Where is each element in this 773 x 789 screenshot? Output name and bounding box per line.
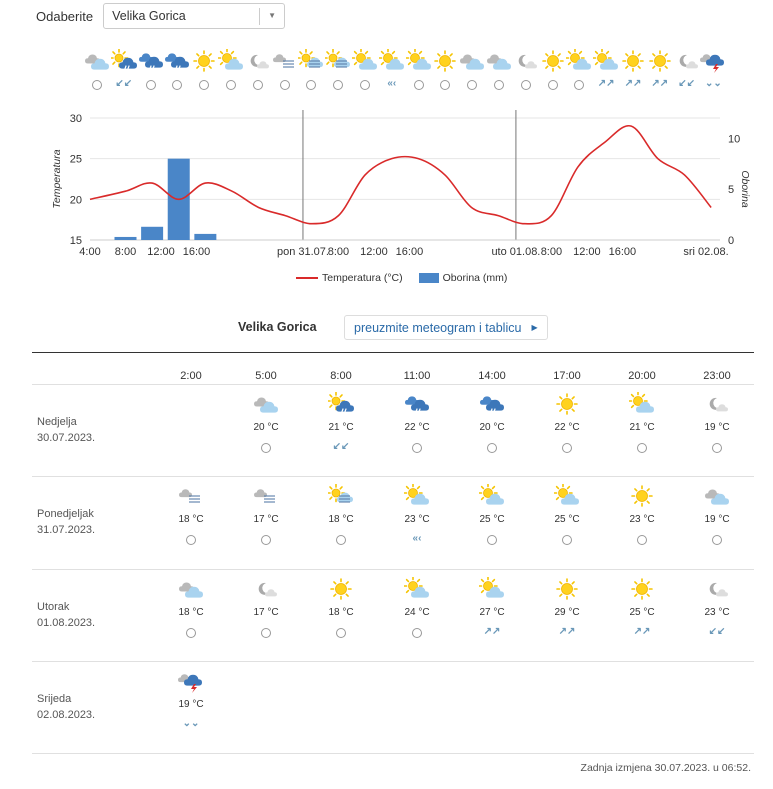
- wind-cell: [298, 77, 324, 95]
- wind-cell: [245, 77, 271, 95]
- wind-cell: [325, 77, 351, 95]
- temperature-value: 19 °C: [178, 699, 204, 710]
- temperature-value: 17 °C: [253, 514, 279, 525]
- row-divider: [32, 569, 754, 570]
- y2-tick-label: 0: [728, 235, 735, 247]
- day-row: [0, 476, 773, 569]
- day-label: [37, 414, 95, 446]
- wind-indicator: [542, 532, 592, 550]
- cloud-sun-icon: [253, 392, 279, 416]
- wind-e-icon: «‹: [412, 533, 422, 544]
- calm-wind-icon: [414, 80, 424, 90]
- forecast-cell: [241, 392, 291, 458]
- hour-header: 20:00: [628, 370, 656, 382]
- precipitation-bar: [141, 227, 163, 240]
- forecast-cell: [241, 484, 291, 550]
- wind-cell: [593, 77, 619, 95]
- wind-cell: [620, 77, 646, 95]
- forecast-cell: [692, 392, 742, 458]
- y-tick-label: 30: [69, 113, 82, 125]
- hour-header: 2:00: [180, 370, 202, 382]
- row-divider: [32, 476, 754, 477]
- cloud-sun-icon: [459, 49, 485, 73]
- wind-cell: [406, 77, 432, 95]
- wind-sw-icon: ↙↙: [332, 441, 350, 452]
- temperature-value: 18 °C: [328, 607, 354, 618]
- sun-icon: [432, 49, 458, 73]
- day-row: [0, 569, 773, 661]
- x-tick-label: 8:00: [540, 246, 563, 258]
- y-axis-title: Temperatura: [51, 149, 63, 209]
- row-divider: [32, 661, 754, 662]
- wind-indicator: [542, 440, 592, 458]
- forecast-cell: [617, 392, 667, 458]
- day-name: Srijeda: [37, 693, 72, 705]
- sun-cloud-rain-icon: [111, 49, 137, 73]
- wind-cell: [272, 77, 298, 95]
- location-title: Velika Gorica: [238, 320, 317, 334]
- calm-wind-icon: [562, 443, 572, 453]
- wind-indicator: [692, 440, 742, 458]
- temperature-value: 23 °C: [629, 514, 655, 525]
- wind-cell: [700, 77, 726, 95]
- day-row: [0, 384, 773, 476]
- legend-label-precipitation: Oborina (mm): [442, 272, 508, 284]
- sun-cloud-icon: [352, 49, 378, 73]
- temperature-value: 21 °C: [328, 422, 354, 433]
- legend-swatch-temperature: [296, 277, 318, 279]
- moon-cloud-icon: [513, 49, 539, 73]
- forecast-cell: [316, 484, 366, 550]
- calm-wind-icon: [253, 80, 263, 90]
- calm-wind-icon: [712, 535, 722, 545]
- table-top-rule: [32, 352, 754, 353]
- wind-ne-icon: ↗↗: [651, 78, 669, 89]
- wind-cell: [84, 77, 110, 95]
- wind-cell: [513, 77, 539, 95]
- row-divider: [32, 384, 754, 385]
- forecast-cell: [467, 577, 517, 643]
- calm-wind-icon: [548, 80, 558, 90]
- temperature-value: 20 °C: [253, 422, 279, 433]
- calm-wind-icon: [336, 535, 346, 545]
- temperature-value: 25 °C: [629, 607, 655, 618]
- wind-cell: [647, 77, 673, 95]
- sun-cloud-icon: [379, 49, 405, 73]
- chart-legend: [296, 272, 523, 284]
- hour-header: 11:00: [403, 370, 431, 382]
- calm-wind-icon: [521, 80, 531, 90]
- calm-wind-icon: [336, 628, 346, 638]
- select-label: Odaberite: [36, 8, 94, 24]
- forecast-cell: [467, 392, 517, 458]
- cloud-sun-icon: [84, 49, 110, 73]
- temperature-value: 20 °C: [479, 422, 505, 433]
- weather-icon-strip: [84, 49, 734, 73]
- moon-cloud-icon: [253, 577, 279, 601]
- forecast-cell: [316, 392, 366, 458]
- sun-icon: [620, 49, 646, 73]
- wind-ne-icon: ↗↗: [483, 626, 501, 637]
- hour-header: 8:00: [330, 370, 352, 382]
- forecast-cell: [316, 577, 366, 643]
- calm-wind-icon: [146, 80, 156, 90]
- location-selector: [36, 2, 285, 30]
- x-tick-label: pon 31.07.: [276, 246, 329, 258]
- forecast-cell: [542, 392, 592, 458]
- forecast-cell: [692, 484, 742, 550]
- x-tick-label: 16:00: [395, 246, 424, 258]
- fog-icon: [253, 484, 279, 508]
- sun-icon: [191, 49, 217, 73]
- wind-indicator: [692, 625, 742, 643]
- sun-cloud-icon: [566, 49, 592, 73]
- city-select[interactable]: [103, 3, 285, 29]
- wind-indicator: [617, 440, 667, 458]
- wind-cell: [191, 77, 217, 95]
- last-updated: Zadnja izmjena 30.07.2023. u 06:52.: [580, 762, 751, 774]
- forecast-cell: [692, 577, 742, 643]
- day-label: [37, 506, 95, 538]
- x-tick-label: uto 01.08.: [491, 246, 541, 258]
- download-button-label: preuzmite meteogram i tablicu: [354, 320, 522, 335]
- forecast-cell: [166, 484, 216, 550]
- wind-indicator: [467, 625, 517, 643]
- x-tick-label: 8:00: [114, 246, 137, 258]
- calm-wind-icon: [261, 535, 271, 545]
- day-date: 01.08.2023.: [37, 617, 96, 629]
- calm-wind-icon: [261, 628, 271, 638]
- x-tick-label: 12:00: [360, 246, 388, 258]
- calm-wind-icon: [412, 443, 422, 453]
- calm-wind-icon: [172, 80, 182, 90]
- day-label: [37, 599, 95, 631]
- sun-icon: [328, 577, 354, 601]
- forecast-cell: [617, 577, 667, 643]
- forecast-cell: [392, 392, 442, 458]
- precipitation-bar: [114, 237, 136, 240]
- wind-indicator: [241, 532, 291, 550]
- calm-wind-icon: [487, 535, 497, 545]
- cloud-storm-icon: [700, 49, 726, 73]
- x-tick-label: 4:00: [79, 246, 101, 258]
- select-divider: [259, 8, 260, 25]
- wind-sw-icon: ↙↙: [708, 626, 726, 637]
- sun-fog-icon: [298, 49, 324, 73]
- y-tick-label: 20: [69, 194, 82, 207]
- wind-indicator: [241, 625, 291, 643]
- sun-icon: [629, 577, 655, 601]
- wind-cell: [352, 77, 378, 95]
- moon-cloud-icon: [674, 49, 700, 73]
- temperature-value: 19 °C: [704, 422, 730, 433]
- temperature-value: 22 °C: [554, 422, 580, 433]
- calm-wind-icon: [280, 80, 290, 90]
- calm-wind-icon: [306, 80, 316, 90]
- forecast-cell: [166, 577, 216, 643]
- calm-wind-icon: [199, 80, 209, 90]
- legend-item-temperature[interactable]: [296, 272, 403, 284]
- y-tick-label: 15: [69, 235, 82, 247]
- sun-icon: [540, 49, 566, 73]
- forecast-cell: [617, 484, 667, 550]
- day-name: Ponedjeljak: [37, 508, 94, 520]
- calm-wind-icon: [333, 80, 343, 90]
- sun-icon: [554, 577, 580, 601]
- day-name: Utorak: [37, 601, 70, 613]
- temperature-value: 18 °C: [328, 514, 354, 525]
- sun-fog-icon: [325, 49, 351, 73]
- hour-header: 17:00: [553, 370, 581, 382]
- wind-ne-icon: ↗↗: [558, 626, 576, 637]
- wind-indicator: [316, 440, 366, 458]
- sun-cloud-icon: [218, 49, 244, 73]
- table-hours-header: [0, 370, 773, 384]
- forecast-cell: [392, 577, 442, 643]
- wind-indicator: [617, 625, 667, 643]
- fog-icon: [272, 49, 298, 73]
- wind-cell: [379, 77, 405, 95]
- calm-wind-icon: [226, 80, 236, 90]
- temperature-value: 24 °C: [404, 607, 430, 618]
- calm-wind-icon: [440, 80, 450, 90]
- day-date: 02.08.2023.: [37, 709, 96, 721]
- calm-wind-icon: [494, 80, 504, 90]
- cloud-rain-icon: [404, 392, 430, 416]
- x-tick-label: 16:00: [182, 246, 211, 258]
- day-row: [0, 661, 773, 753]
- legend-item-precipitation[interactable]: [419, 272, 508, 284]
- wind-indicator: [316, 625, 366, 643]
- legend-label-temperature: Temperatura (°C): [322, 272, 403, 284]
- y2-axis-title: Oborina: [739, 170, 751, 208]
- wind-ne-icon: ↗↗: [633, 626, 651, 637]
- legend-swatch-precipitation: [419, 273, 439, 283]
- download-meteogram-button[interactable]: [344, 315, 548, 340]
- hour-header: 5:00: [255, 370, 277, 382]
- calm-wind-icon: [261, 443, 271, 453]
- sun-icon: [554, 392, 580, 416]
- temperature-value: 23 °C: [404, 514, 430, 525]
- cloud-sun-icon: [704, 484, 730, 508]
- wind-indicator: [166, 532, 216, 550]
- wind-indicator: [241, 440, 291, 458]
- wind-cell: [566, 77, 592, 95]
- calm-wind-icon: [467, 80, 477, 90]
- temperature-value: 17 °C: [253, 607, 279, 618]
- moon-cloud-icon: [704, 392, 730, 416]
- wind-ne-icon: ↗↗: [597, 78, 615, 89]
- calm-wind-icon: [637, 535, 647, 545]
- forecast-cell: [392, 484, 442, 550]
- x-tick-label: sri 02.08.: [683, 246, 729, 258]
- temperature-value: 23 °C: [704, 607, 730, 618]
- calm-wind-icon: [712, 443, 722, 453]
- temperature-value: 25 °C: [554, 514, 580, 525]
- sun-cloud-icon: [593, 49, 619, 73]
- wind-indicator: [692, 532, 742, 550]
- temperature-value: 21 °C: [629, 422, 655, 433]
- moon-cloud-icon: [704, 577, 730, 601]
- wind-cell: [432, 77, 458, 95]
- wind-cell: [111, 77, 137, 95]
- wind-indicator: [166, 625, 216, 643]
- chevron-down-icon[interactable]: ▼: [268, 11, 277, 20]
- cloud-rain-icon: [479, 392, 505, 416]
- calm-wind-icon: [562, 535, 572, 545]
- x-tick-label: 16:00: [608, 246, 637, 258]
- wind-indicator: [392, 625, 442, 643]
- day-date: 30.07.2023.: [37, 432, 96, 444]
- x-tick-label: 12:00: [573, 246, 601, 258]
- cloud-sun-icon: [486, 49, 512, 73]
- temperature-value: 22 °C: [404, 422, 430, 433]
- forecast-cell: [241, 577, 291, 643]
- temperature-value: 25 °C: [479, 514, 505, 525]
- day-name: Nedjelja: [37, 416, 77, 428]
- sun-icon: [629, 484, 655, 508]
- wind-cell: [674, 77, 700, 95]
- wind-cell: [540, 77, 566, 95]
- forecast-cell: [166, 669, 216, 735]
- day-label: [37, 691, 95, 723]
- fog-icon: [178, 484, 204, 508]
- moon-cloud-icon: [245, 49, 271, 73]
- wind-indicator: [467, 440, 517, 458]
- sun-cloud-icon: [479, 577, 505, 601]
- sun-icon: [647, 49, 673, 73]
- wind-sw-icon: ↙↙: [115, 78, 133, 89]
- sun-fog-icon: [328, 484, 354, 508]
- sun-cloud-icon: [406, 49, 432, 73]
- city-select-value: Velika Gorica: [112, 9, 186, 23]
- calm-wind-icon: [186, 535, 196, 545]
- y-tick-label: 25: [69, 153, 82, 166]
- wind-indicator: [316, 532, 366, 550]
- caret-right-icon: ▶: [531, 323, 538, 332]
- wind-indicator: [617, 532, 667, 550]
- wind-sw-icon: ↙↙: [678, 78, 695, 89]
- calm-wind-icon: [186, 628, 196, 638]
- x-tick-label: 8:00: [327, 246, 350, 258]
- wind-strip: [84, 77, 734, 95]
- y2-tick-label: 5: [728, 184, 735, 197]
- calm-wind-icon: [360, 80, 370, 90]
- x-tick-label: 12:00: [147, 246, 175, 258]
- precipitation-bar: [194, 234, 216, 240]
- calm-wind-icon: [487, 443, 497, 453]
- wind-cell: [218, 77, 244, 95]
- temperature-value: 18 °C: [178, 514, 204, 525]
- sun-cloud-icon: [404, 484, 430, 508]
- wind-indicator: [392, 532, 442, 550]
- row-divider: [32, 753, 754, 754]
- temperature-value: 27 °C: [479, 607, 505, 618]
- forecast-cell: [542, 484, 592, 550]
- sun-cloud-icon: [629, 392, 655, 416]
- forecast-cell: [542, 577, 592, 643]
- temperature-value: 29 °C: [554, 607, 580, 618]
- wind-cell: [164, 77, 190, 95]
- forecast-cell: [467, 484, 517, 550]
- cloud-sun-icon: [178, 577, 204, 601]
- wind-cell: [138, 77, 164, 95]
- calm-wind-icon: [637, 443, 647, 453]
- wind-cell: [459, 77, 485, 95]
- sun-cloud-icon: [479, 484, 505, 508]
- wind-indicator: [467, 532, 517, 550]
- calm-wind-icon: [412, 628, 422, 638]
- meteogram-chart: [0, 100, 773, 270]
- sun-cloud-rain-icon: [328, 392, 354, 416]
- temperature-value: 19 °C: [704, 514, 730, 525]
- wind-n-icon: ⌄⌄: [705, 78, 722, 89]
- hour-header: 14:00: [478, 370, 506, 382]
- wind-indicator: [542, 625, 592, 643]
- wind-indicator: [166, 717, 216, 735]
- wind-ne-icon: ↗↗: [624, 78, 642, 89]
- sun-cloud-icon: [554, 484, 580, 508]
- wind-indicator: [392, 440, 442, 458]
- calm-wind-icon: [574, 80, 584, 90]
- cloud-rain-icon: [138, 49, 164, 73]
- cloud-rain-icon: [164, 49, 190, 73]
- hour-header: 23:00: [703, 370, 731, 382]
- calm-wind-icon: [92, 80, 102, 90]
- day-date: 31.07.2023.: [37, 524, 96, 536]
- wind-e-icon: «‹: [387, 78, 397, 89]
- temperature-value: 18 °C: [178, 607, 204, 618]
- sun-cloud-icon: [404, 577, 430, 601]
- cloud-storm-icon: [178, 669, 204, 693]
- wind-n-icon: ⌄⌄: [182, 718, 200, 729]
- wind-cell: [486, 77, 512, 95]
- y2-tick-label: 10: [728, 133, 741, 146]
